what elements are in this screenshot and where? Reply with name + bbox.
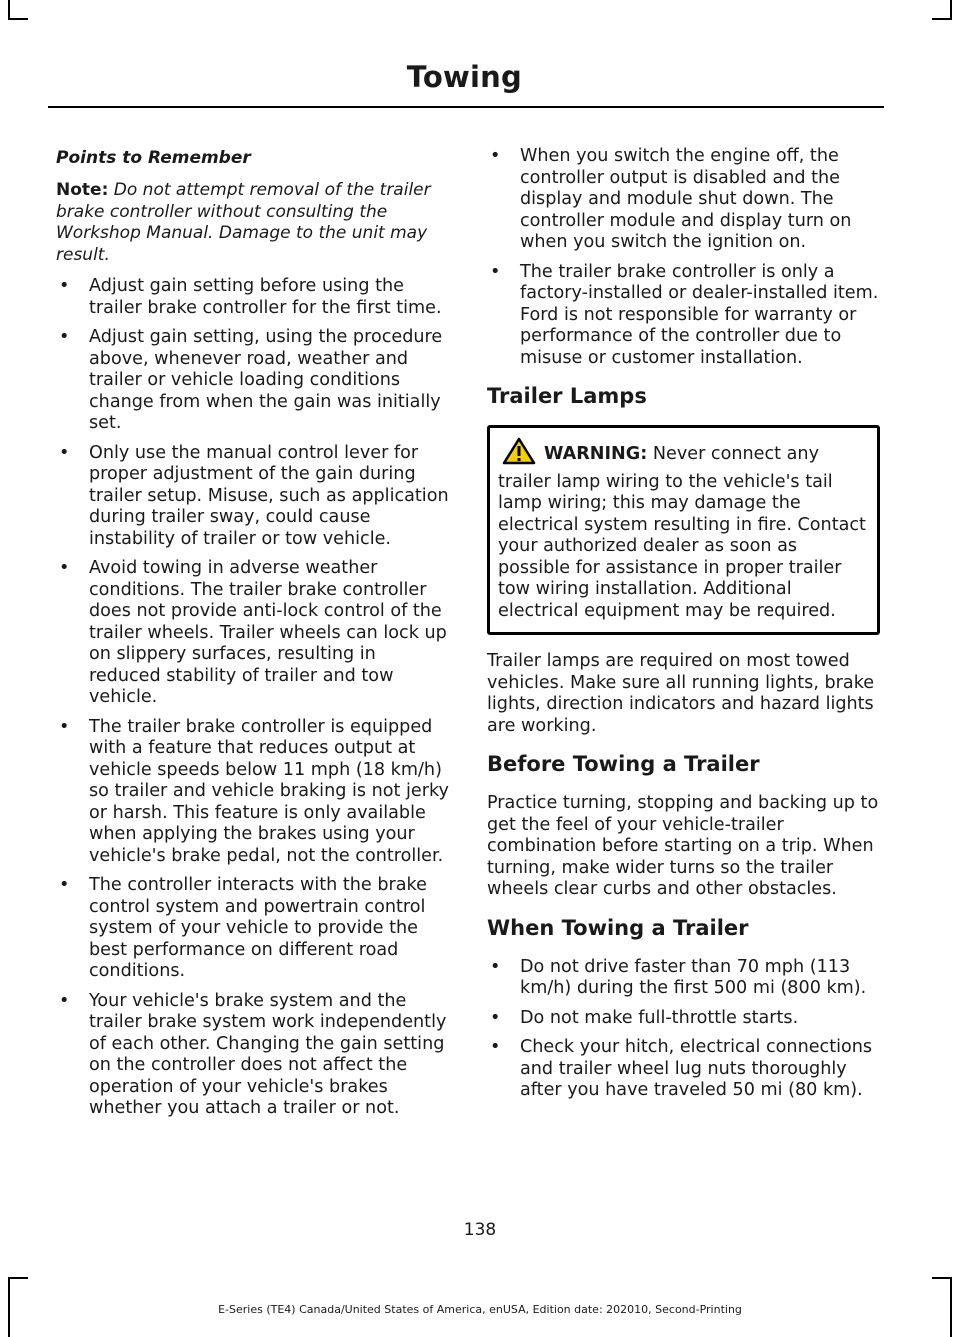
left-column (56, 146, 449, 1128)
points-list (56, 276, 449, 1120)
note (56, 180, 449, 266)
crop-mark (8, 18, 28, 20)
list-item: • Adjust gain setting, using the procedure above, whenever road, weather and trailer or vehicle loading conditions change from when the gain was initially set. (59, 327, 443, 433)
list-item: • When you switch the engine off, the controller output is disabled and the display and module shut down. The controller module and display turn on when you switch the ignition on. (490, 146, 852, 252)
before-towing-heading: Before Towing a Trailer (487, 752, 760, 776)
list-item: • The controller interacts with the brake control system and powertrain control system of your vehicle to provide the best performance on different road conditions. (59, 875, 427, 981)
note-label: Note: (56, 180, 109, 200)
list-item: • Adjust gain setting before using the trailer brake controller for the first time. (59, 276, 442, 318)
bullet-icon: • (59, 276, 70, 296)
list-item: • Avoid towing in adverse weather conditions. The trailer brake controller does not provide anti-lock control of the trailer wheels. Trailer wheels can lock up on slippery surfaces, resulting in reduced stability of trailer and tow vehicle. (59, 558, 447, 707)
warning-box (487, 425, 880, 635)
bullet-icon: • (59, 990, 70, 1011)
bullet-icon: • (490, 1037, 501, 1057)
header-divider (48, 106, 884, 108)
list-item: • Do not drive faster than 70 mph (113 km/h) during the first 500 mi (800 km). (490, 956, 867, 998)
page-number: 138 (463, 1220, 497, 1240)
bullet-icon: • (490, 261, 501, 282)
when-towing-list (487, 957, 880, 1102)
trailer-lamps-paragraph: Trailer lamps are required on most towed vehicles. Make sure all running lights, brake lights, direction indicators and hazard lights are working. (487, 651, 875, 736)
warning-label: WARNING: (544, 444, 648, 464)
crop-mark (8, 0, 10, 20)
before-towing-paragraph: Practice turning, stopping and backing up to get the feel of your vehicle-trailer combination before starting on a trip. When turning, make wider turns so the trailer wheels clear curbs and other obstacles. (487, 793, 879, 899)
crop-mark (950, 0, 952, 20)
footer-edition-info: E-Series (TE4) Canada/United States of America, enUSA, Edition date: 202010, Second-Printing (218, 1303, 742, 1316)
crop-mark (8, 1277, 28, 1279)
warning-triangle-icon (502, 437, 536, 472)
bullet-icon: • (490, 956, 501, 977)
bullet-icon: • (490, 1007, 501, 1028)
bullet-icon: • (59, 716, 70, 737)
page-title: Towing (406, 60, 522, 94)
list-item: • Do not make full-throttle starts. (490, 1007, 799, 1028)
note-text: Do not attempt removal of the trailer brake controller without consulting the Workshop Manual. Damage to the unit may result. (56, 180, 431, 265)
list-item: • Only use the manual control lever for proper adjustment of the gain during trailer setup. Misuse, such as application during trailer sway, could cause instability of trailer or tow vehicle. (59, 442, 449, 549)
crop-mark (932, 18, 952, 20)
list-item: • Check your hitch, electrical connections and trailer wheel lug nuts thoroughly after you have traveled 50 mi (80 km). (490, 1037, 873, 1100)
crop-mark (932, 1277, 952, 1279)
bullet-icon: • (490, 146, 501, 166)
points-heading: Points to Remember (56, 148, 251, 168)
bullet-icon: • (59, 875, 70, 895)
list-item: • The trailer brake controller is only a factory-installed or dealer-installed item. Ford is not responsible for warranty or performance of the controller due to misuse or customer installation. (490, 261, 879, 368)
list-item: • Your vehicle's brake system and the trailer brake system work independently of each other. Changing the gain setting on the controller does not affect the operation of your vehicle's brakes whether you attach a trailer or not. (59, 990, 447, 1118)
controller-notes-list (487, 146, 880, 369)
bullet-icon: • (59, 442, 70, 463)
trailer-lamps-heading: Trailer Lamps (487, 384, 647, 408)
bullet-icon: • (59, 327, 70, 347)
bullet-icon: • (59, 558, 70, 578)
right-column (487, 146, 880, 1110)
warning-text: Never connect any trailer lamp wiring to the vehicle's tail lamp wiring; this may damage the electrical system resulting in fire. Contact your authorized dealer as soon as possible for assistance in proper trailer tow wiring installation. Additional electrical equipment may be required. (498, 444, 866, 621)
list-item: • The trailer brake controller is equipped with a feature that reduces output at vehicle speeds below 11 mph (18 km/h) so trailer and vehicle braking is not jerky or harsh. This feature is only available when applying the brakes using your vehicle's brake pedal, not the controller. (59, 716, 449, 866)
when-towing-heading: When Towing a Trailer (487, 915, 749, 940)
